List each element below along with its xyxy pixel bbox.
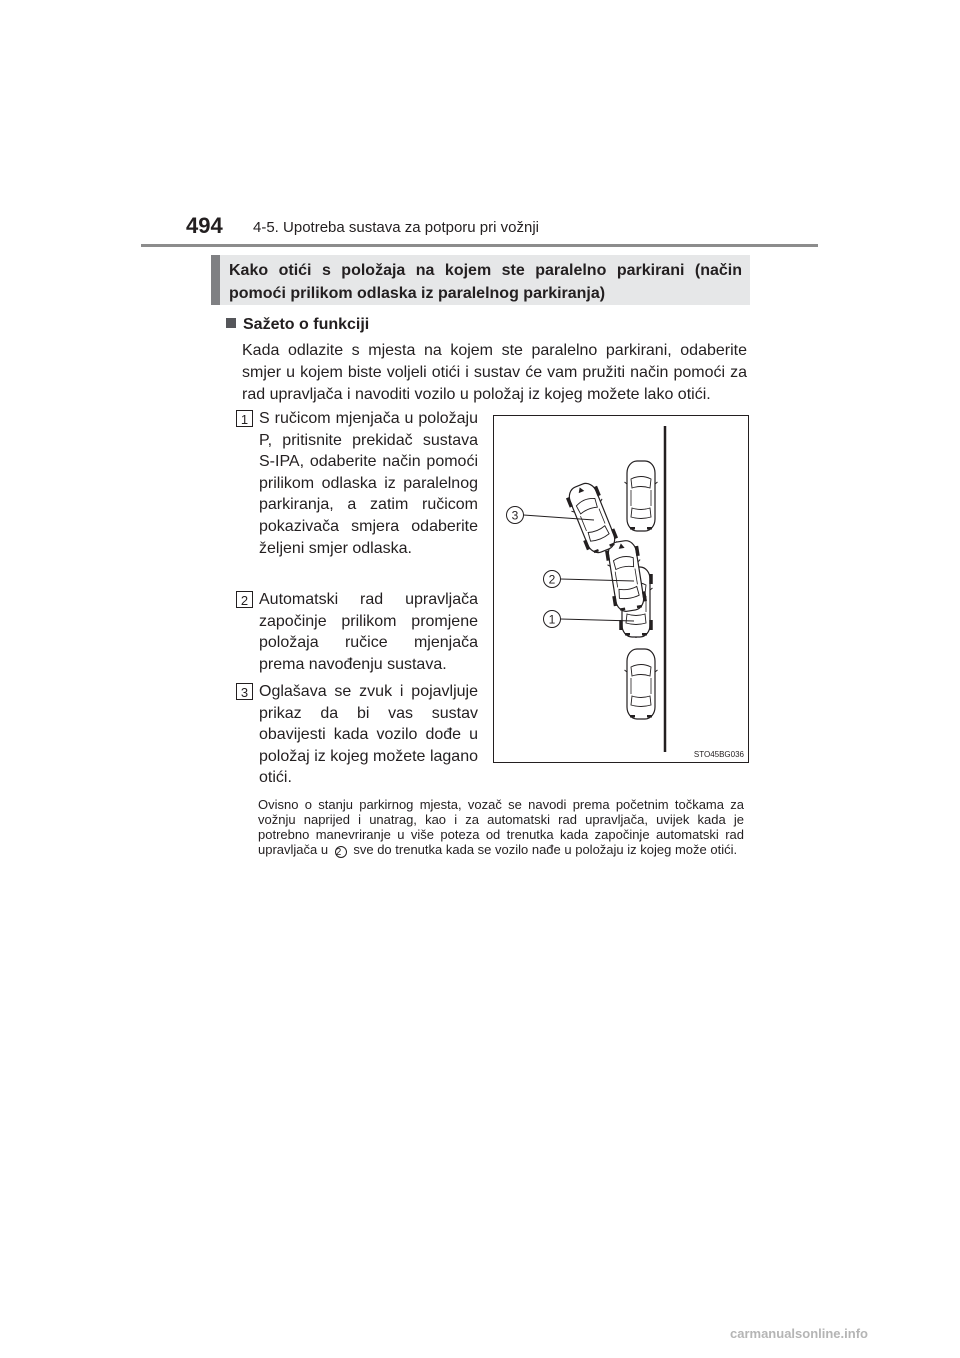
subheading [226,314,369,336]
header-divider [141,244,818,247]
callout-3-label: 3 [511,508,519,523]
parking-diagram [494,416,750,764]
step-2 [236,589,478,675]
step-3 [236,681,478,789]
step-text: S ručicom mjenjača u položaju P, pritisnite prekidač sustava S-IPA, odaberite način pomoći prilikom odlaska iz paralelnog parkiranja, a zatim ručicom pokazivača smjera odaberite željeni smjer odlaska. [259,410,478,557]
note-text-after: sve do trenutka kada se vozilo nađe u položaju iz kojeg može otići. [353,842,738,857]
topic-title-box: Kako otići s položaja na kojem ste paralelno parkirani (način pomoći prilikom odlaska iz paralelnog parkiranja) [211,255,750,305]
note-text-before: Ovisno o stanju parkirnog mjesta, vozač se navodi prema početnim točkama za vožnju naprijed i unatrag, kao i za automatski rad upravljača, uvijek kada je potrebno manevriranje u više poteza od trenutka kada započinje automatski rad upravljača u [258,797,744,857]
inline-step-ref: 2 [335,846,347,858]
step-number-badge: 1 [236,410,253,427]
square-bullet-icon [226,318,236,328]
parked-car-front [625,461,658,531]
parking-illustration [493,415,749,763]
subheading-text: Sažeto o funkciji [243,316,370,333]
callout-2-label: 2 [548,572,556,587]
callout-1-label: 1 [548,612,556,627]
parked-car-rear [625,649,658,719]
intro-paragraph: Kada odlazite s mjesta na kojem ste paralelno parkirani, odaberite smjer u kojem biste voljeli otići i sustav će vam pružiti način pomoći za rad upravljača i navoditi vozilo u položaj iz kojeg možete lako otići. [242,342,747,403]
step-text: Automatski rad upravljača započinje prilikom promjene položaja ručice mjenjača prema navođenju sustava. [259,591,478,673]
note-paragraph [258,797,744,858]
step-1 [236,408,478,559]
page-number: 494 [186,213,223,238]
step-number-badge: 3 [236,683,253,700]
figure-code: STO45BG036 [693,750,744,759]
footer-watermark: carmanualsonline.info [730,1326,868,1341]
step-text: Oglašava se zvuk i pojavljuje prikaz da bi vas sustav obavijesti kada vozilo dođe u položaj iz kojeg možete lagano otići. [259,683,478,787]
step-number-badge: 2 [236,591,253,608]
section-title: 4-5. Upotreba sustava za potporu pri vožnji [253,219,539,236]
